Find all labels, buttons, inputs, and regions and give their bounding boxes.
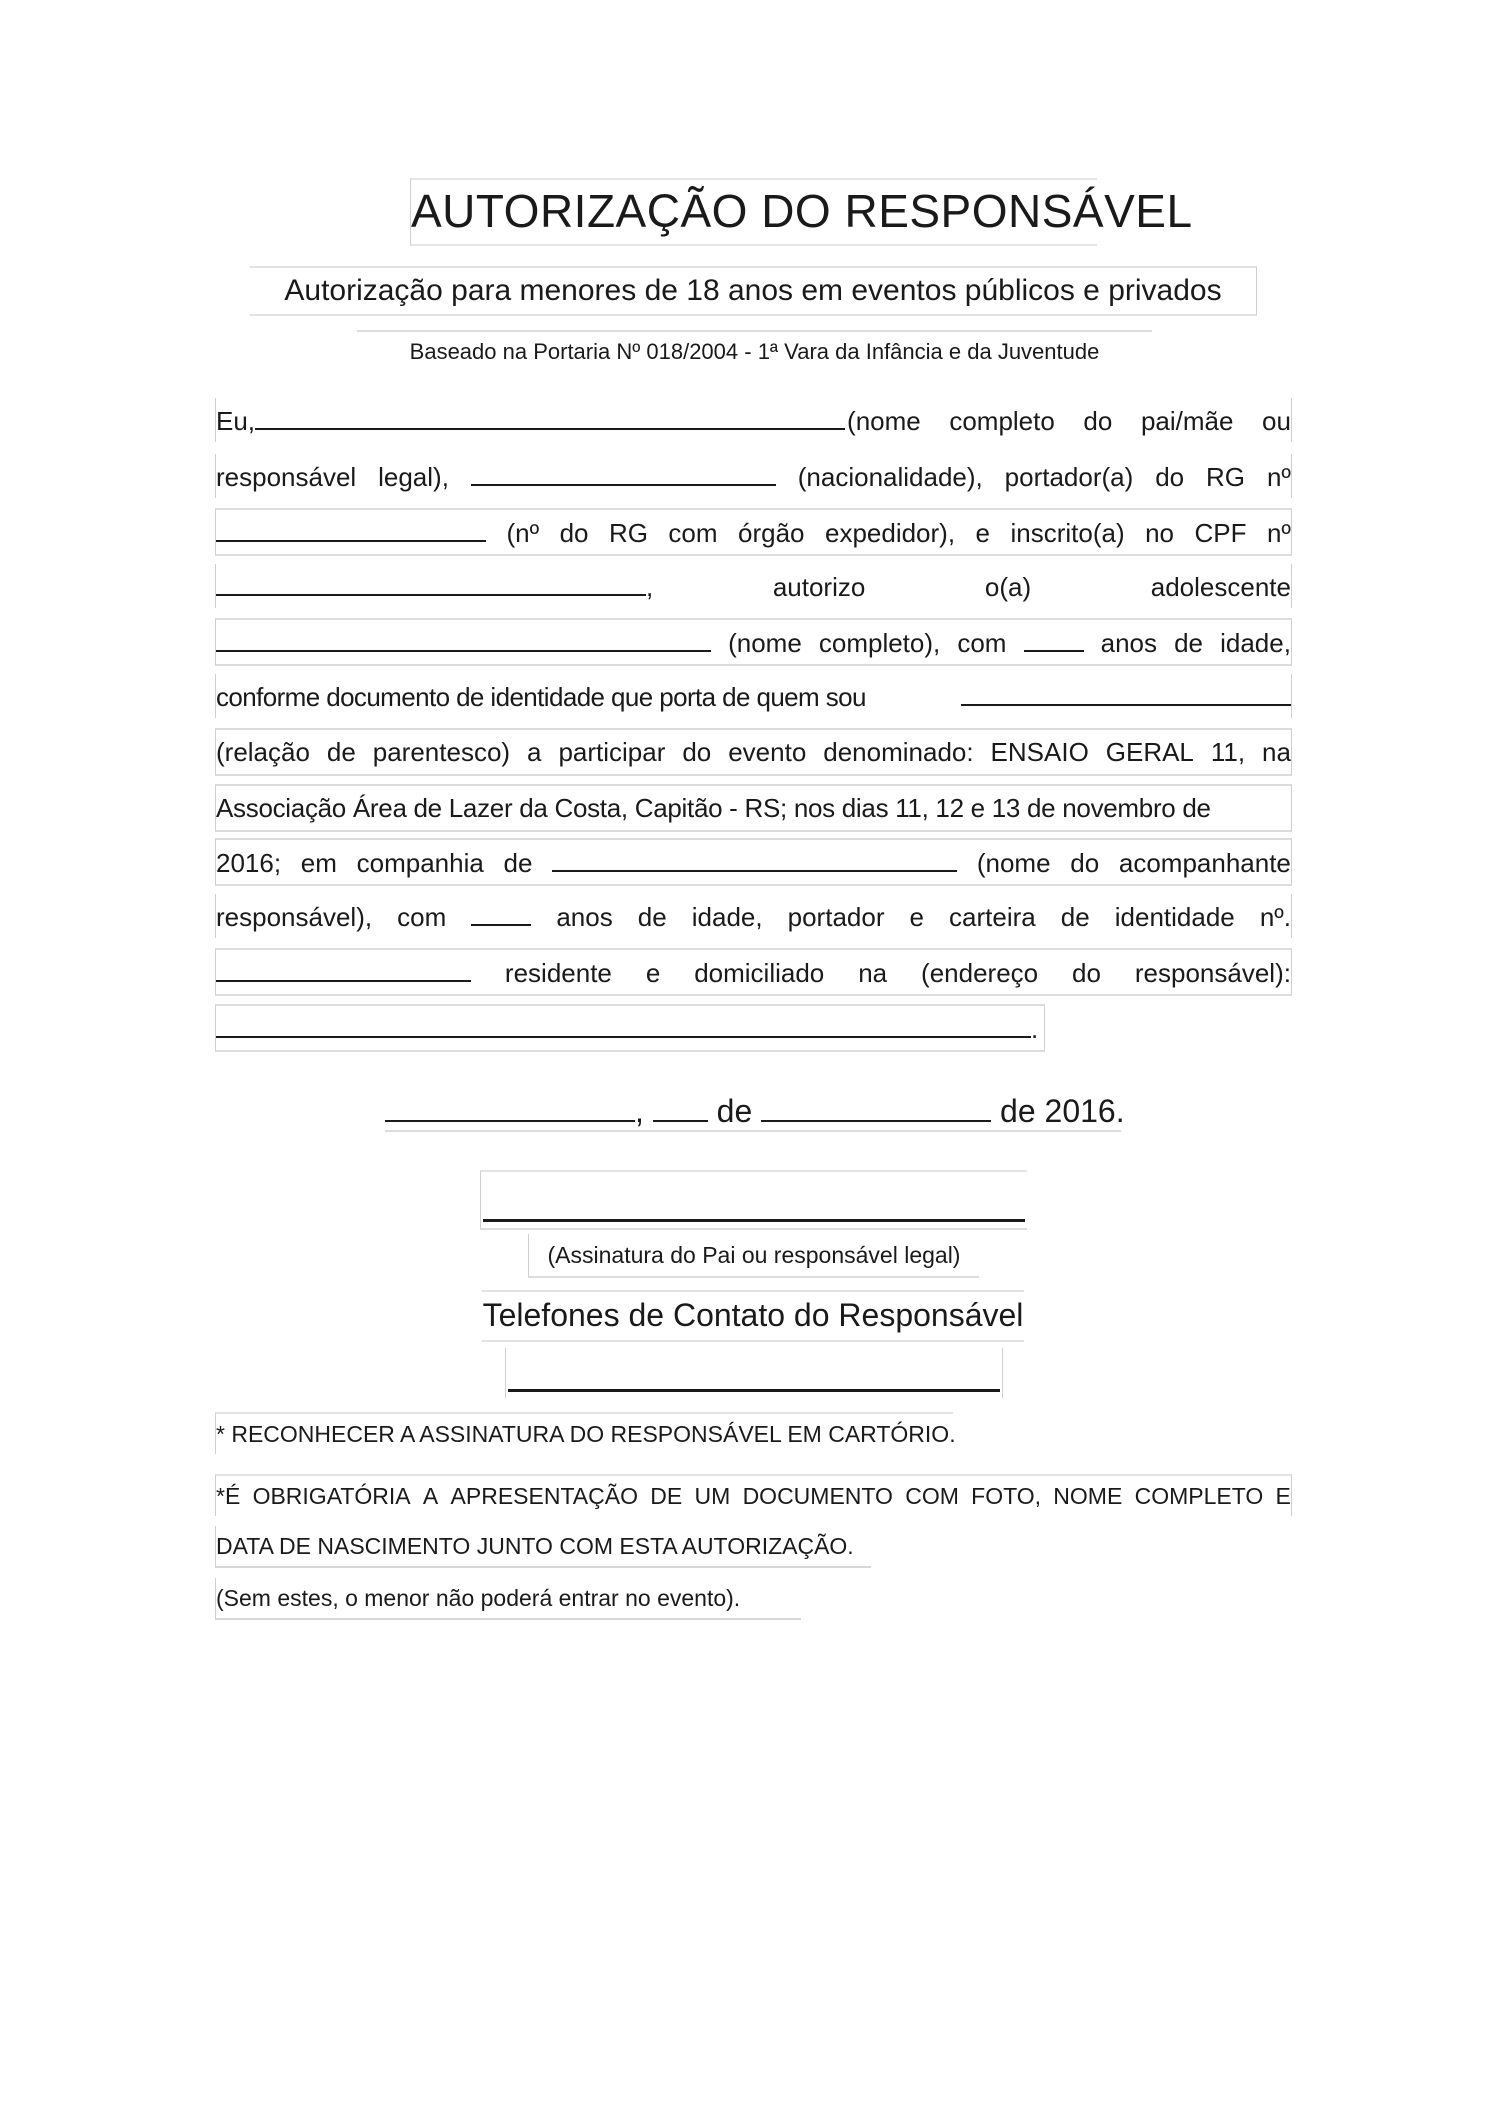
companion-id-field[interactable] [216,950,471,982]
word: (nome [976,848,1051,878]
companion-age-field[interactable] [471,894,531,926]
rg-number-field[interactable] [216,510,486,542]
word: RG [1206,462,1246,492]
word: RG [608,518,648,548]
word: de [503,848,533,878]
word: CPF [1194,518,1247,548]
event-location-text: Associação Área de Lazer da Costa, Capitão - RS; nos dias 11, 12 e 13 de novembro de [216,793,1211,823]
word: UM [694,1483,731,1509]
word: companhia [356,848,484,878]
word: E [1275,1483,1291,1509]
body-line-10 [215,894,1292,938]
word: 2016; [216,848,282,878]
word: legal), [378,462,449,492]
cpf-field[interactable] [216,564,646,596]
phones-heading: Telefones de Contato do Responsável [482,1290,1024,1342]
word: completo [949,406,1055,436]
word: do [1083,406,1113,436]
word: e [645,958,661,988]
word: de [1060,902,1090,932]
word: GERAL [1105,737,1194,767]
document-title: AUTORIZAÇÃO DO RESPONSÁVEL [410,178,1097,246]
word: anos [556,902,613,932]
word: DOCUMENTO [742,1483,893,1509]
signature-caption: (Assinatura do Pai ou responsável legal) [528,1234,979,1278]
word: e [909,902,924,932]
word: (nacionalidade), [797,462,983,492]
signature-field[interactable] [480,1170,1027,1230]
word: NOME [1053,1483,1123,1509]
word: do [1155,462,1185,492]
word: ou [1262,406,1291,436]
document-subtitle: Autorização para menores de 18 anos em eventos públicos e privados [250,266,1257,316]
word: COMPLETO [1134,1483,1264,1509]
word: A [422,1483,439,1509]
word: do [682,737,712,767]
word: na [858,958,888,988]
body-line-9 [215,838,1292,886]
word: anos [1100,628,1157,658]
date-line [385,1090,1125,1132]
companion-name-field[interactable] [552,840,957,872]
comma: , [635,1093,644,1129]
word: 11, [1210,737,1246,767]
word: nº [1266,462,1291,492]
body-line-11 [215,948,1292,996]
note-required-document [215,1474,1292,1516]
period: . [1031,1014,1039,1044]
signature-rule [483,1219,1025,1222]
body-line-5 [215,618,1292,666]
word: COM [905,1483,959,1509]
word: acompanhante [1118,848,1291,878]
word: OBRIGATÓRIA [252,1483,411,1509]
word: adolescente [1150,572,1291,602]
body-line-6 [215,674,1292,718]
note-entry-warning: (Sem estes, o menor não poderá entrar no evento). [215,1578,801,1620]
word: (nome [847,406,921,436]
body-line-2 [215,454,1292,498]
body-line-3 [215,508,1292,556]
day-field[interactable] [653,1090,708,1122]
adolescent-age-field[interactable] [1024,620,1084,652]
word: ENSAIO [990,737,1089,767]
word: o(a) [984,572,1032,602]
relationship-field[interactable] [961,674,1291,706]
word: do [1070,848,1100,878]
word: (endereço [921,958,1039,988]
word: identidade [1114,902,1235,932]
body-line-4 [215,564,1292,608]
city-field[interactable] [385,1090,635,1122]
word: pai/mãe [1140,406,1234,436]
word: autorizo [772,572,866,602]
word: DE [650,1483,683,1509]
note-notarize: * RECONHECER A ASSINATURA DO RESPONSÁVEL EM CARTÓRIO. [215,1412,953,1454]
word: (nome [728,628,802,658]
word: idade, [691,902,763,932]
word: inscrito(a) [1010,518,1125,548]
word: FOTO, [971,1483,1042,1509]
word: parentesco) [372,737,511,767]
word: com [397,902,447,932]
word: de [1174,628,1203,658]
body-line-12 [215,1004,1045,1052]
word: na [1262,737,1291,767]
word: responsável), [216,902,373,932]
word: (relação [216,737,310,767]
word: participar [558,737,666,767]
word: (nº [506,518,540,548]
word: do [1072,958,1101,988]
word: domiciliado [694,958,825,988]
word: denominado: [823,737,974,767]
word: de [716,1093,753,1129]
text: conforme documento de identidade que porta de quem sou [216,682,866,712]
word: carteira [949,902,1036,932]
phone-field[interactable] [505,1348,1003,1398]
word: no [1145,518,1174,548]
word: de [326,737,356,767]
word: de [637,902,667,932]
note-required-document-cont: DATA DE NASCIMENTO JUNTO COM ESTA AUTORIZAÇÃO. [215,1526,871,1568]
word: com [957,628,1007,658]
word: órgão [738,518,805,548]
month-field[interactable] [761,1090,991,1122]
body-line-7 [215,728,1292,776]
legal-basis: Baseado na Portaria Nº 018/2004 - 1ª Vara da Infância e da Juventude [357,330,1152,370]
word: e [975,518,990,548]
address-field[interactable] [216,1006,1031,1038]
year-text: de 2016. [1000,1093,1125,1129]
word: residente [504,958,612,988]
word: a [527,737,542,767]
word: portador [787,902,885,932]
word: responsável): [1134,958,1291,988]
word: portador(a) [1004,462,1134,492]
phone-rule [508,1389,1000,1392]
word: em [300,848,337,878]
comma: , [646,572,654,602]
word: completo), [818,628,941,658]
parent-name-field[interactable] [255,398,845,430]
text: Eu, [216,406,256,436]
word: do [559,518,589,548]
word: *É [216,1483,241,1509]
word: nº [1266,518,1291,548]
body-line-1 [215,398,1292,442]
word: expedidor), [824,518,956,548]
word: idade, [1220,628,1291,658]
word: nº. [1259,902,1291,932]
word: com [668,518,718,548]
body-line-8 [215,784,1292,832]
word: APRESENTAÇÃO [450,1483,638,1509]
word: evento [728,737,807,767]
nationality-field[interactable] [471,454,776,486]
word: responsável [216,462,357,492]
adolescent-name-field[interactable] [216,620,711,652]
